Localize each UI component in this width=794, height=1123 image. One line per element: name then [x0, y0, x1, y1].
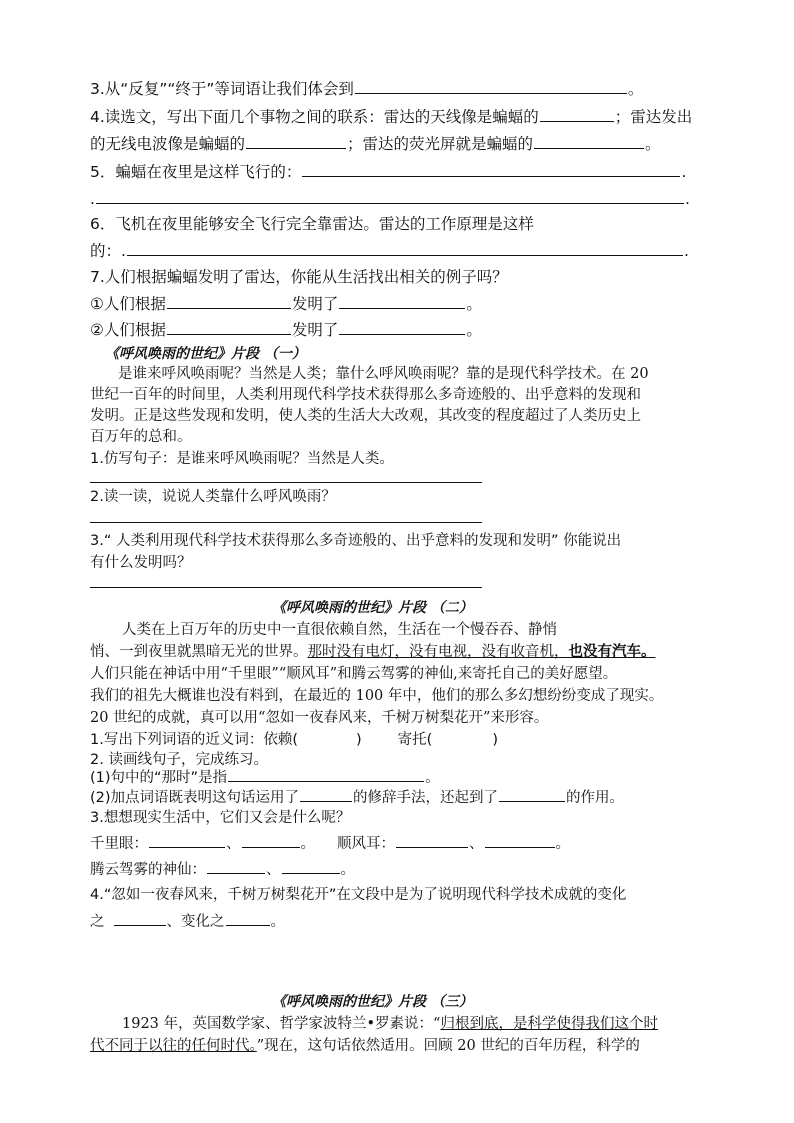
question-4-line-2: 的无线电波像是蝙蝠的 ；雷达的荧光屏就是蝙蝠的 。 — [90, 135, 661, 153]
answer-blank[interactable] — [540, 120, 614, 122]
answer-blank[interactable] — [226, 924, 270, 926]
answer-line[interactable] — [90, 482, 482, 483]
section-2-title: 《呼风唤雨的世纪》片段 （二） — [272, 600, 473, 616]
section-1-paragraph-line: 世纪一百年的时间里，人类利用现代科学技术获得那么多奇迹般的、出乎意料的发现和 — [90, 387, 641, 403]
answer-blank[interactable] — [228, 780, 424, 782]
question-5: 5．蝙蝠在夜里是这样飞行的： . — [90, 163, 687, 181]
underlined-sentence: 那时没有电灯，没有电视，没有收音机， — [307, 644, 569, 660]
underlined-sentence: 归根到底，是科学使得我们这个时 — [440, 1016, 658, 1032]
section-1-paragraph-line: 发明。正是这些发现和发明，使人类的生活大大改观，其改变的程度超过了人类历史上 — [90, 408, 641, 424]
question-4-line-1: 4.读选文，写出下面几个事物之间的联系：雷达的天线像是蝙蝠的 ；雷达发出 — [90, 108, 693, 126]
question-5-continuation: . . — [90, 190, 690, 208]
answer-blank[interactable] — [396, 846, 468, 848]
section-2-question-3: 3.想想现实生活中，它们又会是什么呢？ — [90, 810, 351, 826]
answer-blank[interactable] — [282, 872, 340, 874]
section-2-question-4-line-2: 之 、变化之 。 — [90, 914, 285, 930]
answer-blank[interactable] — [167, 333, 291, 335]
section-3-paragraph-line: 1923 年，英国数学家、哲学家波特兰•罗素说：“归根到底，是科学使得我们这个时 — [122, 1016, 658, 1032]
answer-blank[interactable] — [534, 147, 644, 149]
answer-blank[interactable] — [96, 202, 684, 204]
section-2-question-2: 2. 读画线句子，完成练习。 — [90, 752, 268, 768]
section-2-question-3-answers: 腾云驾雾的神仙： 、 。 — [90, 862, 355, 878]
answer-blank[interactable] — [114, 924, 166, 926]
section-2-question-1: 1.写出下列词语的近义词：依赖( ) 寄托( ) — [90, 732, 499, 748]
section-1-question-3-line-2: 有什么发明吗？ — [90, 555, 192, 571]
answer-blank[interactable] — [242, 846, 300, 848]
answer-blank[interactable] — [339, 333, 465, 335]
section-2-paragraph-line: 悄、一到夜里就黑暗无光的世界。那时没有电灯，没有电视，没有收音机，也没有汽车。 — [90, 643, 656, 660]
section-2-paragraph-line: 我们的祖先大概谁也没有料到，在最近的 100 年中，他们的那么多幻想纷纷变成了现实。 — [90, 688, 664, 704]
answer-blank[interactable] — [127, 254, 683, 256]
section-2-paragraph-line: 人们只能在神话中用“千里眼”“顺风耳”和腾云驾雾的神仙,来寄托自己的美好愿望。 — [90, 666, 618, 682]
answer-blank[interactable] — [302, 175, 680, 177]
section-2-paragraph-line: 人类在上百万年的历史中一直很依赖自然，生活在一个慢吞吞、静悄 — [122, 622, 557, 638]
section-1-paragraph-line: 百万年的总和。 — [90, 429, 192, 445]
answer-blank[interactable] — [355, 92, 627, 94]
section-2-question-2-1: (1)句中的“那时”是指 。 — [90, 770, 440, 786]
answer-blank[interactable] — [499, 800, 565, 802]
section-2-question-4-line-1: 4.“忽如一夜春风来，千树万树梨花开”在文段中是为了说明现代科学技术成就的变化 — [90, 887, 627, 903]
answer-blank[interactable] — [167, 307, 291, 309]
section-3-paragraph-line: 代不同于以往的任何时代。”现在，这句话依然适用。回顾 20 世纪的百年历程，科学的 — [90, 1038, 640, 1054]
question-3: 3.从“反复”“终于”等词语让我们体会到 。 — [90, 80, 644, 98]
section-1-title: 《呼风唤雨的世纪》片段 （一） — [105, 346, 306, 362]
answer-blank[interactable] — [149, 846, 225, 848]
answer-blank[interactable] — [207, 872, 265, 874]
section-2-question-3-answers: 千里眼： 、 。 顺风耳： 、 。 — [90, 836, 570, 852]
question-6-line-2: 的：. . — [90, 242, 689, 260]
answer-line[interactable] — [90, 522, 482, 523]
underlined-sentence: 代不同于以往的任何时代。 — [90, 1038, 257, 1054]
question-6-line-1: 6．飞机在夜里能够安全飞行完全靠雷达。雷达的工作原理是这样 — [90, 215, 534, 233]
answer-blank[interactable] — [300, 800, 352, 802]
answer-blank[interactable] — [339, 307, 465, 309]
section-1-question-3-line-1: 3.“ 人类利用现代科学技术获得那么多奇迹般的、出乎意料的发现和发明” 你能说出 — [90, 533, 622, 549]
question-7: 7.人们根据蝙蝠发明了雷达，你能从生活找出相关的例子吗？ — [90, 268, 508, 286]
question-7-b: ②人们根据 发明了 。 — [90, 321, 482, 339]
section-1-question-2: 2.读一读，说说人类靠什么呼风唤雨？ — [90, 489, 336, 505]
answer-blank[interactable] — [246, 147, 346, 149]
section-3-title: 《呼风唤雨的世纪》片段 （三） — [272, 994, 473, 1010]
underlined-sentence: 也没有汽车。 — [568, 643, 656, 660]
answer-blank[interactable] — [485, 846, 555, 848]
section-2-paragraph-line: 20 世纪的成就，真可以用“忽如一夜春风来，千树万树梨花开”来形容。 — [90, 710, 549, 726]
question-7-a: ①人们根据 发明了 。 — [90, 295, 482, 313]
section-2-question-2-2: (2)加点词语既表明这句话运用了 的修辞手法，还起到了 的作用。 — [90, 790, 625, 806]
answer-line[interactable] — [90, 587, 482, 588]
section-1-paragraph-line: 是谁来呼风唤雨呢？当然是人类；靠什么呼风唤雨呢？靠的是现代科学技术。在 20 — [118, 366, 649, 382]
section-1-question-1: 1.仿写句子：是谁来呼风唤雨呢？当然是人类。 — [90, 451, 394, 467]
